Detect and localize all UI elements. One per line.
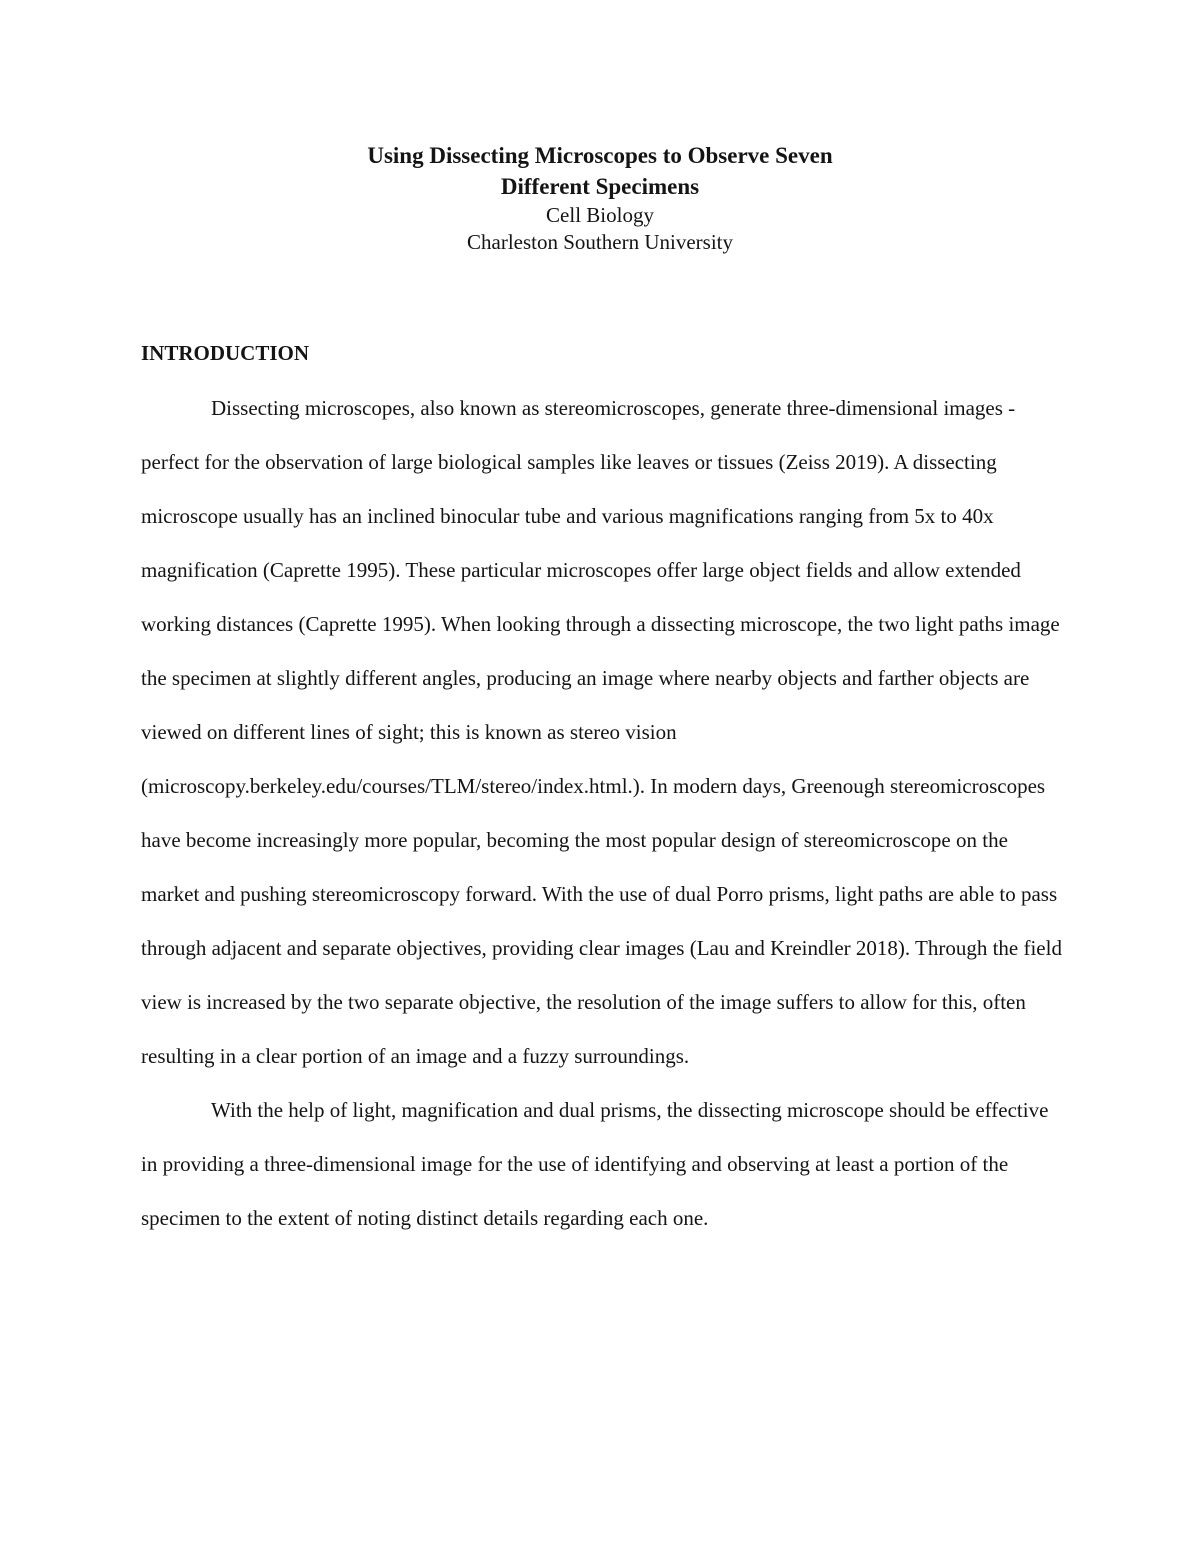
body-text [141,381,1066,1245]
paragraph-2: With the help of light, magnification and dual prisms, the dissecting microscope should be effective in providing a three-dimensional image for the use of identifying and observing at least a portion of the specimen to the extent of noting distinct details regarding each one. [141,1098,1049,1230]
paragraph-1: Dissecting microscopes, also known as stereomicroscopes, generate three-dimensional images - perfect for the observation of large biological samples like leaves or tissues (Zeiss 2019). A dissecting microscope usually has an inclined binocular tube and various magnifications ranging from 5x to 40x magnification (Caprette 1995). These particular microscopes offer large object fields and allow extended working distances (Caprette 1995). When looking through a dissecting microscope, the two light paths image the specimen at slightly different angles, producing an image where nearby objects and farther objects are viewed on different lines of sight; this is known as stereo vision (microscopy.berkeley.edu/courses/TLM/stereo/index.html.). In modern days, Greenough stereomicroscopes have become increasingly more popular, becoming the most popular design of stereomicroscope on the market and pushing stereomicroscopy forward. With the use of dual Porro prisms, light paths are able to pass through adjacent and separate objectives, providing clear images (Lau and Kreindler 2018). Through the field view is increased by the two separate objective, the resolution of the image suffers to allow for this, often resulting in a clear portion of an image and a fuzzy surroundings. [141,396,1062,1068]
institution-name: Charleston Southern University [467,230,733,254]
title-block [0,140,1200,256]
document-title-line-2: Different Specimens [500,174,700,199]
course-name: Cell Biology [546,203,654,227]
section-heading-introduction: INTRODUCTION [141,341,310,365]
document-title-line-1: Using Dissecting Microscopes to Observe Seven [367,143,833,168]
